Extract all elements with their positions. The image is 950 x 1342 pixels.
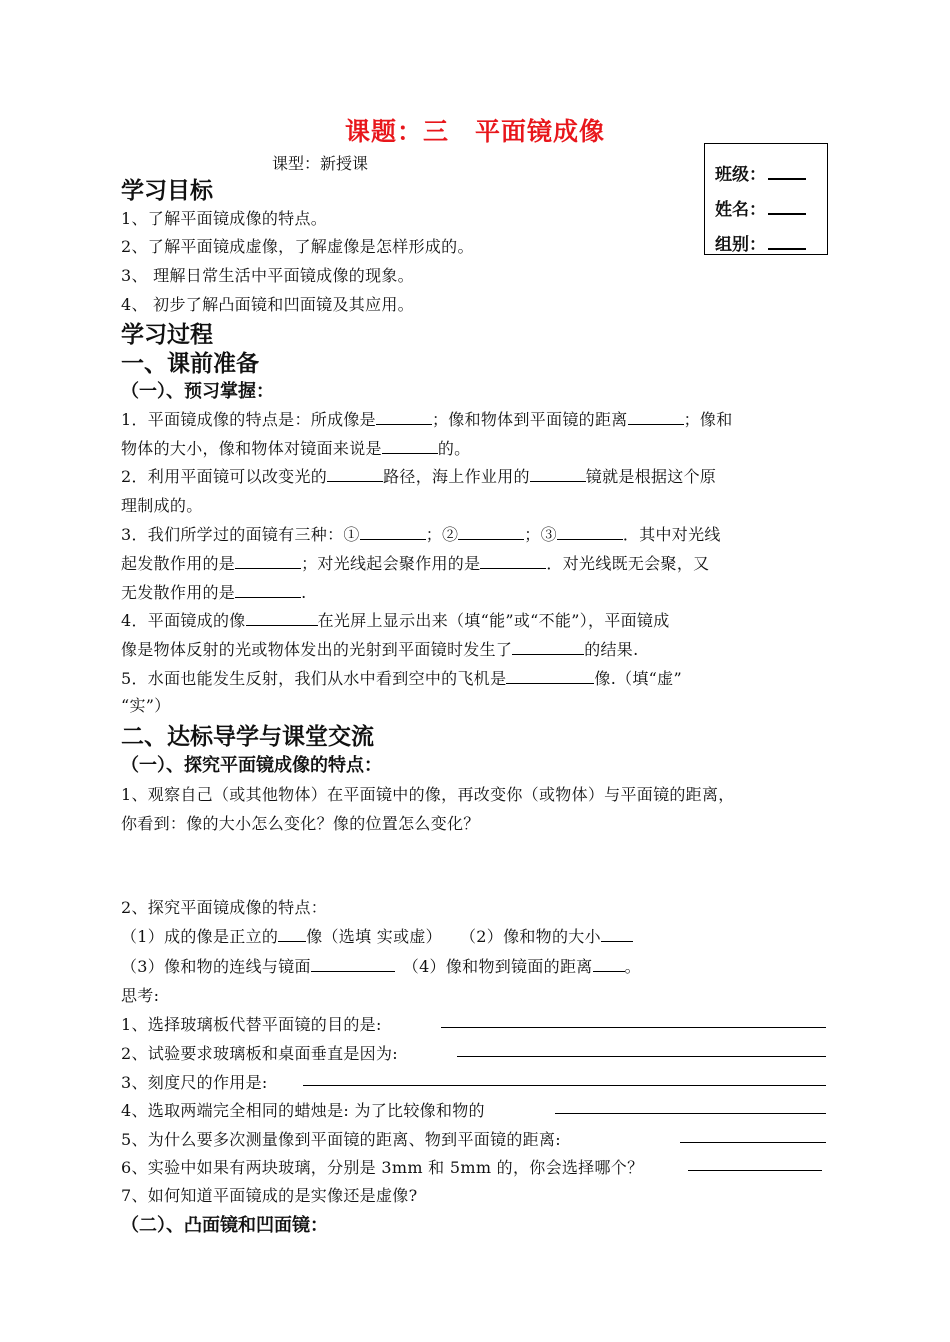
objective-item: 1、了解平面镜成像的特点。 — [121, 209, 328, 228]
think-item: 6、实验中如果有两块玻璃，分别是 3mm 和 5mm 的，你会选择哪个？ — [121, 1158, 644, 1177]
think-item: 5、为什么要多次测量像到平面镜的距离、物到平面镜的距离: — [121, 1130, 561, 1149]
objective-item: 4、 初步了解凸面镜和凹面镜及其应用。 — [121, 295, 414, 314]
student-info-box — [704, 143, 828, 255]
answer-line[interactable] — [688, 1170, 822, 1171]
answer-line[interactable] — [555, 1113, 826, 1114]
answer-blank[interactable] — [278, 929, 306, 942]
lesson-type: 课型：新授课 — [272, 154, 369, 173]
answer-blank[interactable] — [246, 613, 318, 626]
section1-subheading: （一）、预习掌握： — [121, 381, 274, 402]
question-4-line-1: 4．平面镜成的像 在光屏上显示出来（填“能”或“不能”），平面镜成 — [121, 611, 670, 630]
think-item: 4、选取两端完全相同的蜡烛是: 为了比较像和物的 — [121, 1101, 485, 1120]
answer-blank[interactable] — [382, 441, 438, 454]
answer-blank[interactable] — [557, 527, 623, 540]
answer-line[interactable] — [303, 1085, 826, 1086]
objective-item: 3、 理解日常生活中平面镜成像的现象。 — [121, 266, 414, 285]
answer-blank[interactable] — [311, 959, 395, 972]
question-1-line-1: 1．平面镜成像的特点是：所成像是 ；像和物体到平面镜的距离 ；像和 — [121, 410, 733, 429]
answer-blank[interactable] — [601, 929, 633, 942]
objective-item: 2、了解平面镜成虚像，了解虚像是怎样形成的。 — [121, 237, 474, 256]
answer-blank[interactable] — [458, 527, 524, 540]
answer-blank[interactable] — [376, 412, 432, 425]
group-label: 组别： — [715, 235, 766, 255]
name-field[interactable] — [715, 195, 806, 220]
process-heading: 学习过程 — [121, 322, 213, 348]
answer-blank[interactable] — [530, 469, 586, 482]
question-3-line-3: 无发散作用的是 . — [121, 583, 307, 602]
answer-blank[interactable] — [480, 556, 546, 569]
question-2-line-1: 2．利用平面镜可以改变光的 路径，海上作业用的 镜就是根据这个原 — [121, 467, 717, 486]
class-label: 班级： — [715, 165, 766, 185]
answer-blank[interactable] — [235, 585, 301, 598]
observe-line-1: 1、观察自己（或其他物体）在平面镜中的像，再改变你（或物体）与平面镜的距离， — [121, 785, 735, 804]
answer-blank[interactable] — [512, 642, 584, 655]
feature-line-2: （3）像和物的连线与镜面 （4）像和物到镜面的距离 。 — [121, 957, 641, 976]
objectives-heading: 学习目标 — [121, 178, 213, 204]
explore-title: 2、探究平面镜成像的特点： — [121, 898, 328, 917]
question-4-line-2: 像是物体反射的光或物体发出的光射到平面镜时发生了 的结果. — [121, 640, 639, 659]
answer-line[interactable] — [680, 1142, 826, 1143]
question-2-line-2: 理制成的。 — [121, 496, 203, 515]
section2-subheading-1: （一）、探究平面镜成像的特点： — [121, 755, 382, 776]
answer-line[interactable] — [457, 1056, 826, 1057]
answer-line[interactable] — [441, 1027, 826, 1028]
section1-heading: 一、课前准备 — [121, 351, 259, 377]
feature-line-1: （1）成的像是正立的 像（选填 实或虚） （2）像和物的大小 — [121, 924, 633, 947]
question-5-line-2: “实”） — [121, 696, 171, 715]
page-title: 课题：三 平面镜成像 — [344, 117, 605, 146]
class-field[interactable] — [715, 160, 806, 185]
answer-blank[interactable] — [506, 671, 594, 684]
name-label: 姓名： — [715, 200, 766, 220]
question-1-line-2: 物体的大小，像和物体对镜面来说是 的。 — [121, 439, 471, 458]
group-field[interactable] — [715, 230, 806, 255]
section2-subheading-2: （二）、凸面镜和凹面镜： — [121, 1215, 328, 1236]
think-item: 1、选择玻璃板代替平面镜的目的是: — [121, 1015, 382, 1034]
think-label: 思考: — [121, 986, 160, 1005]
question-3-line-2: 起发散作用的是 ；对光线起会聚作用的是 ．对光线既无会聚，又 — [121, 554, 710, 573]
think-item: 3、刻度尺的作用是: — [121, 1073, 268, 1092]
answer-blank[interactable] — [593, 959, 625, 972]
observe-line-2: 你看到：像的大小怎么变化？像的位置怎么变化？ — [121, 814, 480, 833]
think-item: 7、如何知道平面镜成的是实像还是虚像? — [121, 1186, 418, 1205]
answer-blank[interactable] — [360, 527, 426, 540]
think-item: 2、试验要求玻璃板和桌面垂直是因为: — [121, 1044, 398, 1063]
question-3-line-1: 3．我们所学过的面镜有三种：① ；② ；③ ．其中对光线 — [121, 525, 721, 544]
answer-blank[interactable] — [235, 556, 301, 569]
section2-heading: 二、达标导学与课堂交流 — [121, 724, 374, 750]
answer-blank[interactable] — [327, 469, 383, 482]
question-5-line-1: 5．水面也能发生反射，我们从水中看到空中的飞机是 像.（填“虚” — [121, 669, 682, 688]
answer-blank[interactable] — [628, 412, 684, 425]
